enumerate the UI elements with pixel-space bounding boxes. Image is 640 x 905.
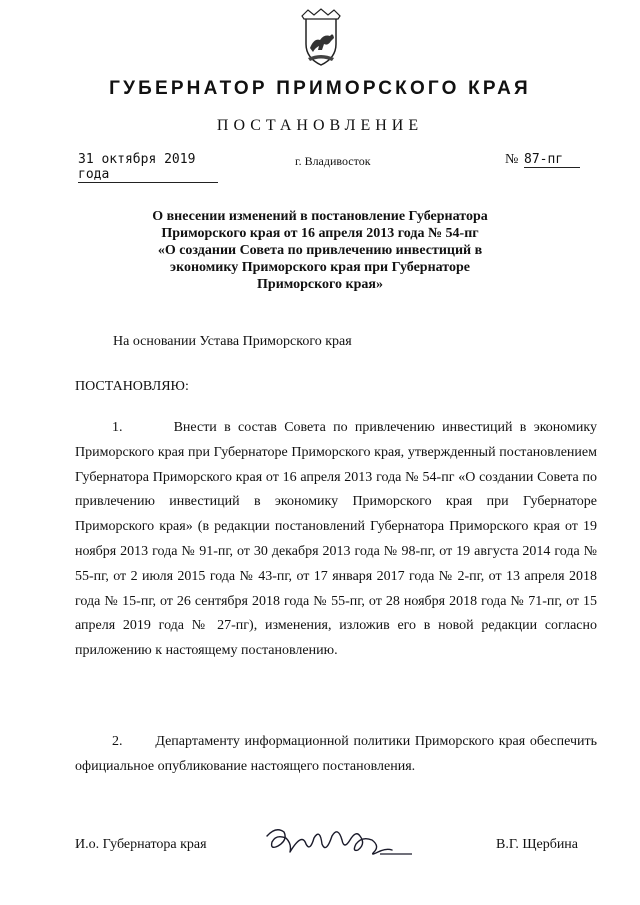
heading-line: «О создании Совета по привлечению инвестиций в — [157, 243, 483, 258]
heading-line: Приморского края от 16 апреля 2013 года № 54-пг — [161, 226, 479, 241]
basis-text: На основании Устава Приморского края — [113, 334, 352, 349]
document-heading — [130, 208, 510, 293]
document-type: ПОСТАНОВЛЕНИЕ — [216, 117, 424, 134]
number-label: № — [505, 152, 519, 167]
document-city: г. Владивосток — [295, 154, 371, 168]
paragraph-item-2: 2. Департаменту информационной политики Приморского края обеспечить официальное опубликование настоящего постановления. — [75, 734, 597, 774]
signer-title: И.о. Губернатора края — [75, 837, 207, 852]
heading-line: О внесении изменений в постановление Губернатора — [152, 209, 488, 224]
document-date: 31 октября 2019 года — [78, 152, 218, 183]
handwritten-signature — [262, 822, 417, 862]
signer-name: В.Г. Щербина — [496, 837, 579, 852]
coat-of-arms-icon — [298, 8, 344, 68]
paragraph-item-1: 1. Внести в состав Совета по привлечению инвестиций в экономику Приморского края при Губернаторе Приморского края, утвержденный постановлением Губернатора Приморского края от 16 апреля 2013 года № 54-пг «О создании Совета по привлечению инвестиций в экономику Приморского края при Губернаторе Приморского края» (в редакции постановлений Губернатора Приморского края от 19 ноября 2013 года № 91-пг, от 30 декабря 2013 года № 98-пг, от 19 августа 2014 года № 55-пг, от 2 июля 2015 года № 43-пг, от 17 января 2017 года № 2-пг, от 13 апреля 2018 года № 15-пг, от 26 сентября 2018 года № 55-пг, от 28 ноября 2018 года № 71-пг, от 15 апреля 2019 года № 27-пг), изменения, изложив его в новой редакции согласно приложению к настоящему постановлению. — [75, 420, 597, 659]
heading-line: Приморского края» — [257, 277, 383, 292]
org-title: ГУБЕРНАТОР ПРИМОРСКОГО КРАЯ — [109, 78, 531, 99]
heading-line: экономику Приморского края при Губернаторе — [170, 260, 470, 275]
resolve-text: ПОСТАНОВЛЯЮ: — [75, 379, 189, 394]
document-number: 87-пг — [524, 152, 580, 168]
